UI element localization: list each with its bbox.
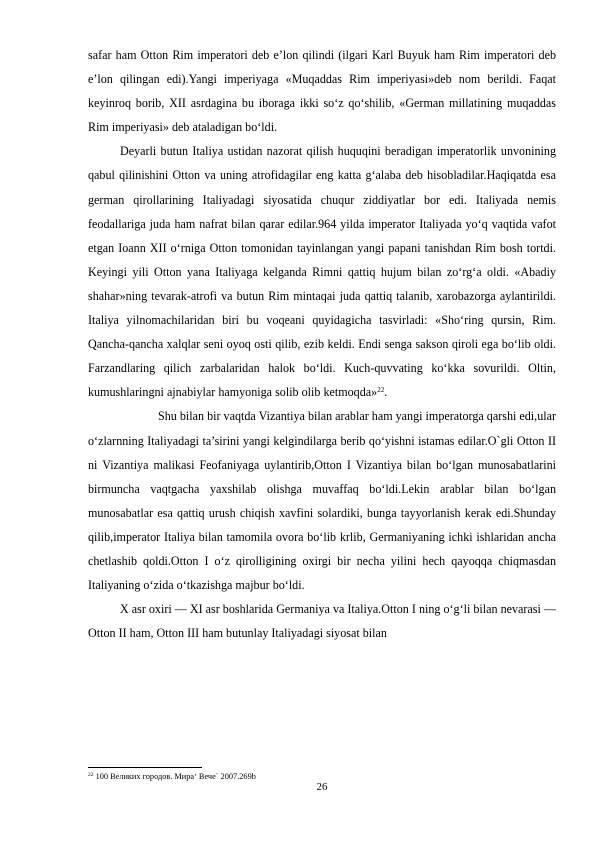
footnote-number: 22	[88, 772, 94, 778]
footnote-divider	[88, 767, 202, 768]
footnote-reference[interactable]: 22	[377, 386, 385, 395]
footnote-text: 100 Великих городов. Мира‘ Вече` 2007.269b	[95, 772, 256, 781]
paragraph-1: safar ham Otton Rim imperatori deb e’lon qilindi (ilgari Karl Buyuk ham Rim imperatori deb e’lon qilingan edi).Yangi imperiyaga «Muqaddas Rim imperiyasi»deb nom berildi. Faqat keyinroq borib, XII asrdagina bu iboraga ikki so‘z qo‘shilib, «German millatining muqaddas Rim imperiyasi» deb ataladigan bo‘ldi.	[88, 48, 556, 135]
paragraph-2-tail: .	[384, 385, 388, 400]
page-number: 26	[316, 781, 328, 793]
paragraph-2	[88, 139, 556, 404]
paragraph-4: X asr oxiri — XI asr boshlarida Germaniya va Italiya.Otton I ning o‘g‘li bilan nevarasi — Otton II ham, Otton III ham butunlay Italiyadagi siyosat bilan	[88, 602, 556, 641]
paragraph-2-text: Deyarli butun Italiya ustidan nazorat qilish huquqini beradigan imperatorlik unvonining qabul qilinishini Otton va uning atrofidagilar eng katta g‘alaba deb hisobladilar.Haqiqatda esa german qirollarining Italiyadagi siyosatida chuqur ziddiyatlar bor edi. Italiyada nemis feodallariga juda ham nafrat bilan qarar edilar.964 yilda imperator Italiyada yo‘q vaqtida vafot etgan Ioann XII o‘rniga Otton tomonidan tayinlangan yangi papani tanishdan Rim bosh tortdi. Keyingi yili Otton yana Italiyaga kelganda Rimni qattiq hujum bilan zo‘rg‘a oldi. «Abadiy shahar»ning tevarak-atrofi va butun Rim mintaqai juda qattiq talanib, xarobazorga aylantirildi. Italiya yilnomachilaridan biri bu voqeani quyidagicha tasvirladi: «Sho‘ring qursin, Rim. Qancha-qancha xalqlar seni oyoq osti qilib, ezib keldi. Endi senga sakson qiroli ega bo‘lib oldi. Farzandlaring qilich zarbalaridan halok bo‘ldi. Kuch-quvvating ko‘kka sovurildi. Oltin, kumushlaringni ajnabiylar hamyoniga solib olib ketmoqda»	[88, 144, 556, 400]
main-text	[88, 43, 556, 645]
paragraph-3: Shu bilan bir vaqtda Vizantiya bilan arablar ham yangi imperatorga qarshi edi,ular o‘zlarnning Italiyadagi ta’sirini yangi kelgindilarga berib qo‘yishni istamas edilar.O`gli Otton II ni Vizantiya malikasi Feofaniyaga uylantirib,Otton I Vizantiya bilan bo‘lgan munosabatlarini birmuncha vaqtgacha yaxshilab olishga muvaffaq bo‘ldi.Lekin arablar bilan bo‘lgan munosabatlar esa qattiq urush chiqish xavfini solardiki, bunga tayyorlanish kerak edi.Shunday qilib,imperator Italiya bilan tamomila ovora bo‘lib krlib, Germaniyaning ichki ishlaridan ancha chetlashib qoldi.Otton I o‘z qirolligining oxirgi bir necha yilini hech qayoqqa chiqmasdan Italiyaning o‘zida o‘tkazishga majbur bo‘ldi.	[88, 409, 556, 593]
